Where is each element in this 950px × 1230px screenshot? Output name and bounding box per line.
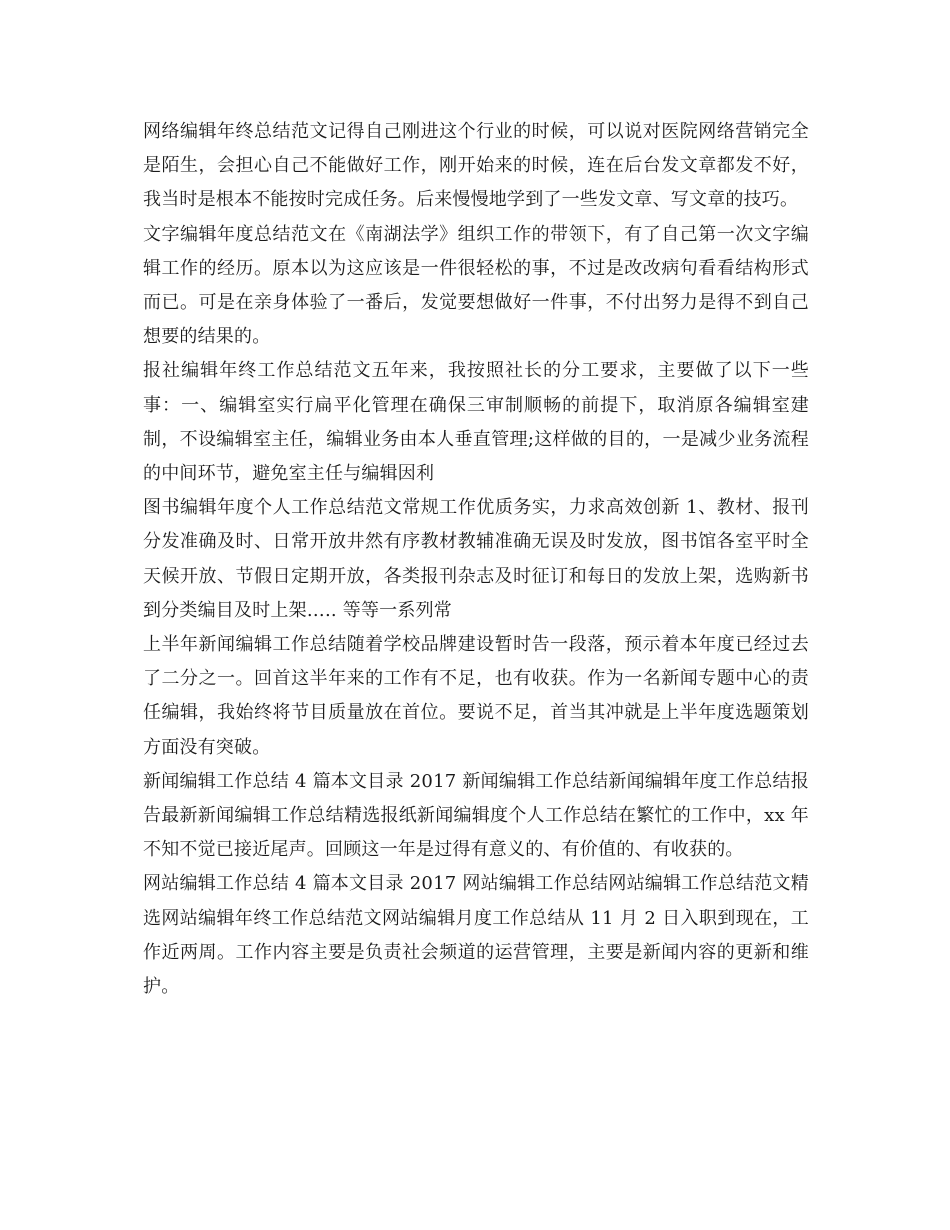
paragraph-news-editor-half-year: 上半年新闻编辑工作总结随着学校品牌建设暂时告一段落，预示着本年度已经过去了二分之一。回首这半年来的工作有不足，也有收获。作为一名新闻专题中心的责任编辑，我始终将节目质量放在首位。要说不足，首当其冲就是上半年度选题策划方面没有突破。 [143,634,809,758]
paragraph-news-editor-four-articles: 新闻编辑工作总结 4 篇本文目录 2017 新闻编辑工作总结新闻编辑年度工作总结报告最新新闻编辑工作总结精选报纸新闻编辑度个人工作总结在繁忙的工作中，xx 年不知不觉已接近尾声。回顾这一年是过得有意义的、有价值的、有收获的。 [143,770,809,861]
paragraph-text-editor-summary: 文字编辑年度总结范文在《南湖法学》组织工作的带领下，有了自己第一次文字编辑工作的经历。原本以为这应该是一件很轻松的事，不过是改改病句看看结构形式而已。可是在亲身体验了一番后，发觉要想做好一件事，不付出努力是得不到自己想要的结果的。 [143,223,809,348]
paragraph-book-editor-summary: 图书编辑年度个人工作总结范文常规工作优质务实，力求高效创新 1、教材、报刊分发准确及时、日常开放井然有序教材教辅准确无误及时发放，图书馆各室平时全天候开放、节假日定期开放，各类报刊杂志及时征订和每日的发放上架，选购新书到分类编目及时上架….. 等等一系列常 [143,497,809,621]
paragraph-newspaper-editor-summary: 报社编辑年终工作总结范文五年来，我按照社长的分工要求，主要做了以下一些事：一、编辑室实行扁平化管理在确保三审制顺畅的前提下，取消原各编辑室建制，不设编辑室主任，编辑业务由本人垂直管理;这样做的目的，一是减少业务流程的中间环节，避免室主任与编辑因利 [143,360,809,485]
paragraph-network-editor-summary: 网络编辑年终总结范文记得自己刚进这个行业的时候，可以说对医院网络营销完全是陌生，会担心自己不能做好工作，刚开始来的时候，连在后台发文章都发不好，我当时是根本不能按时完成任务。后来慢慢地学到了一些发文章、写文章的技巧。 [143,121,809,211]
document-body [143,115,809,1004]
paragraph-website-editor-four-articles: 网站编辑工作总结 4 篇本文目录 2017 网站编辑工作总结网站编辑工作总结范文精选网站编辑年终工作总结范文网站编辑月度工作总结从 11 月 2 日入职到现在，工作近两周。工作内容主要是负责社会频道的运营管理，主要是新闻内容的更新和维护。 [143,873,809,998]
